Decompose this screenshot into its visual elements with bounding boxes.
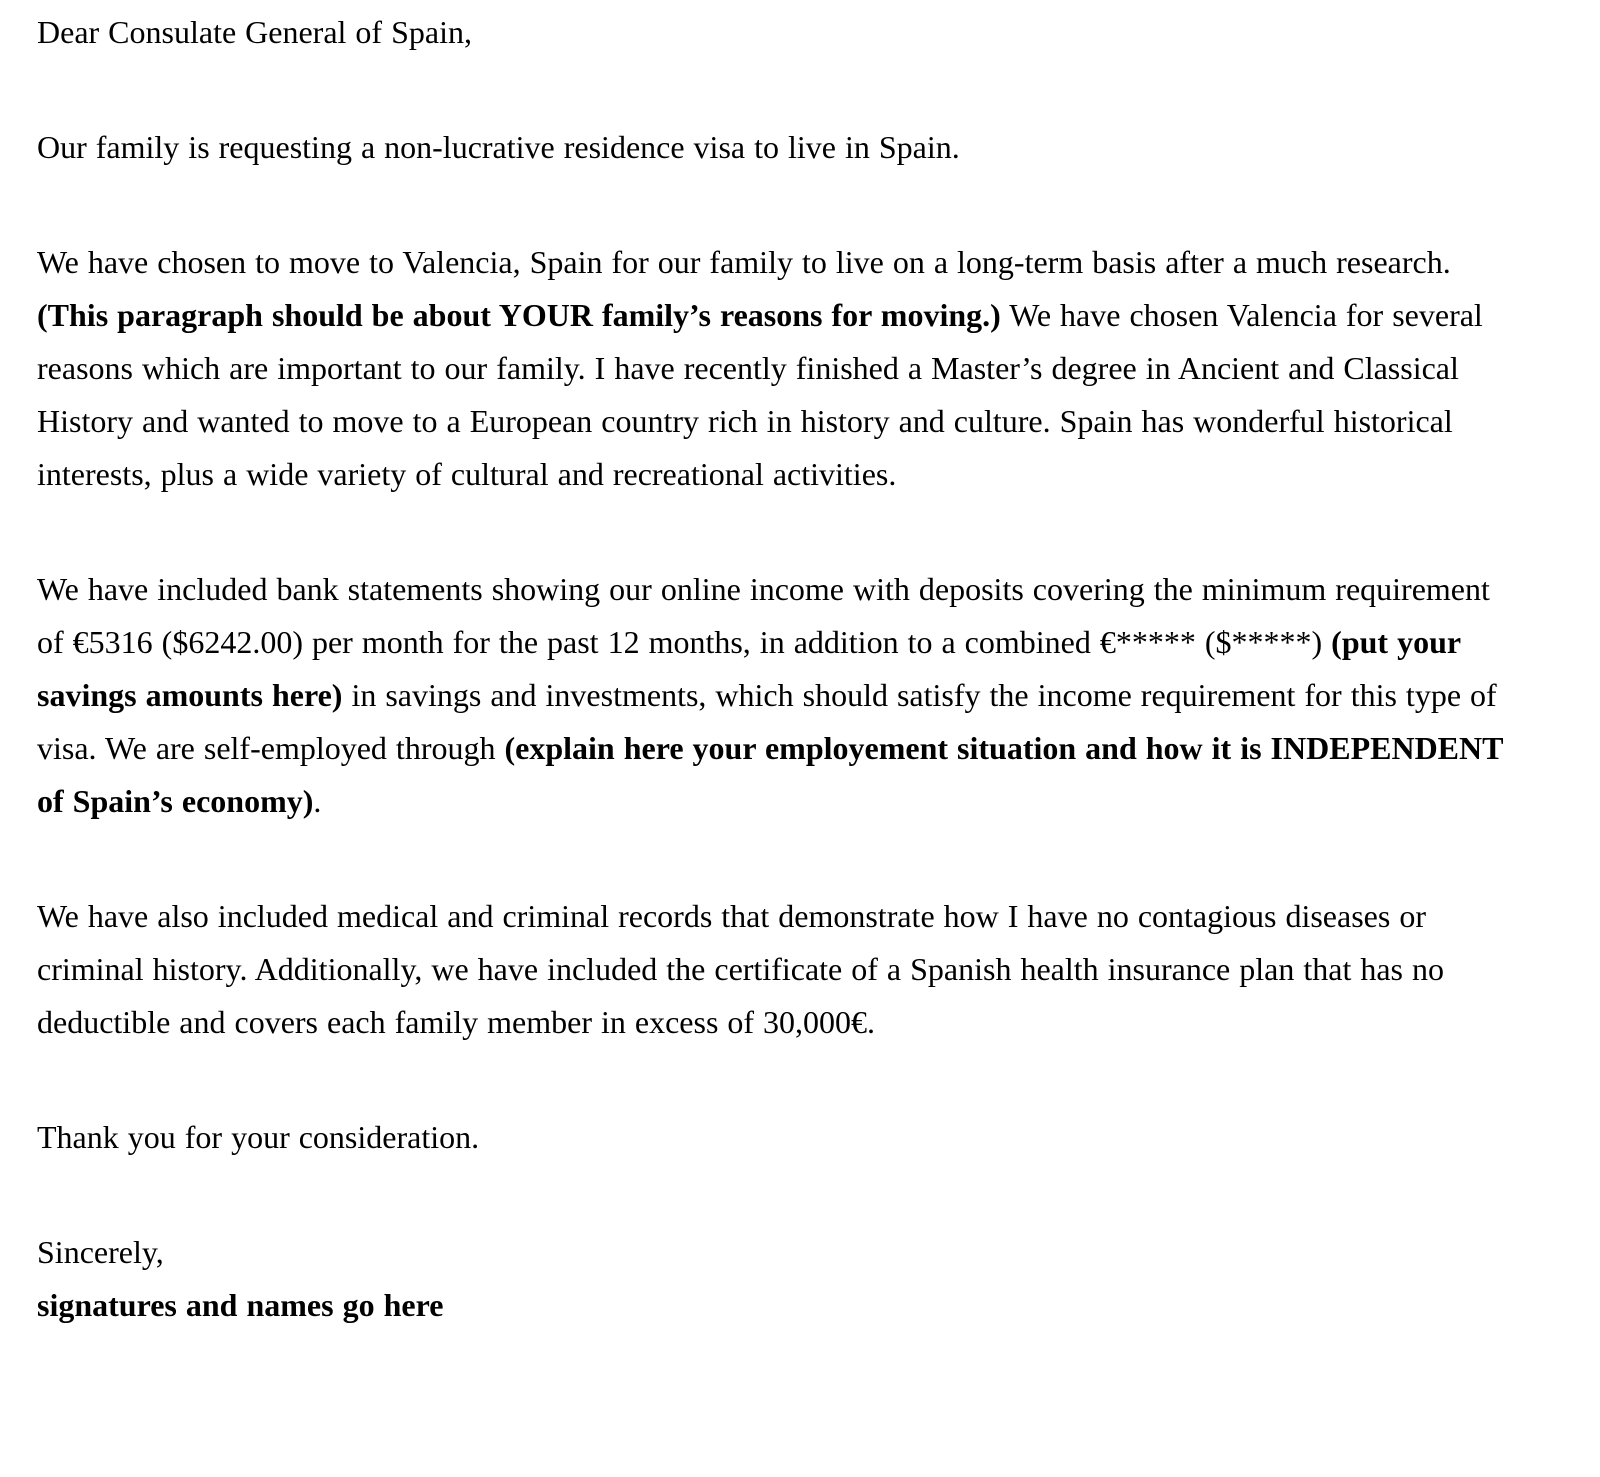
records-paragraph [37,890,1522,1049]
text-run: We have chosen to move to Valencia, Spain for our family to live on a long-term basis after a much research. [37,244,1451,280]
text-run: in savings and investments, which should satisfy the income requirement for this type of visa. We are self-employed through [37,677,1497,766]
bold-text-run: signatures and names go here [37,1287,444,1323]
text-run: . [313,783,322,819]
text-run: Our family is requesting a non-lucrative residence visa to live in Spain. [37,129,960,165]
salutation-line [37,6,1522,59]
text-run: Thank you for your consideration. [37,1119,480,1155]
bold-text-run: (put your savings amounts here) [37,624,1461,713]
signature-placeholder-line [37,1279,1522,1332]
text-run: We have also included medical and criminal records that demonstrate how I have no contagious diseases or criminal history. Additionally, we have included the certificate of a Spanish health insurance plan that has no deductible and covers each family member in excess of 30,000€. [37,898,1444,1040]
bold-text-run: (explain here your employement situation and how it is INDEPENDENT of Spain’s economy) [37,730,1503,819]
finances-paragraph [37,563,1522,828]
text-run: Dear Consulate General of Spain, [37,14,472,50]
text-run: We have chosen Valencia for several reasons which are important to our family. I have recently finished a Master’s degree in Ancient and Classical History and wanted to move to a European country rich in history and culture. Spain has wonderful historical interests, plus a wide variety of cultural and recreational activities. [37,297,1483,492]
request-paragraph [37,121,1522,174]
thanks-paragraph [37,1111,1522,1164]
bold-text-run: (This paragraph should be about YOUR family’s reasons for moving.) [37,297,1001,333]
reasons-paragraph [37,236,1522,501]
text-run: We have included bank statements showing our online income with deposits covering the minimum requirement of €5316 ($6242.00) per month for the past 12 months, in addition to a combined €***** ($*****) [37,571,1490,660]
text-run: Sincerely, [37,1234,164,1270]
signoff-line [37,1226,1522,1279]
